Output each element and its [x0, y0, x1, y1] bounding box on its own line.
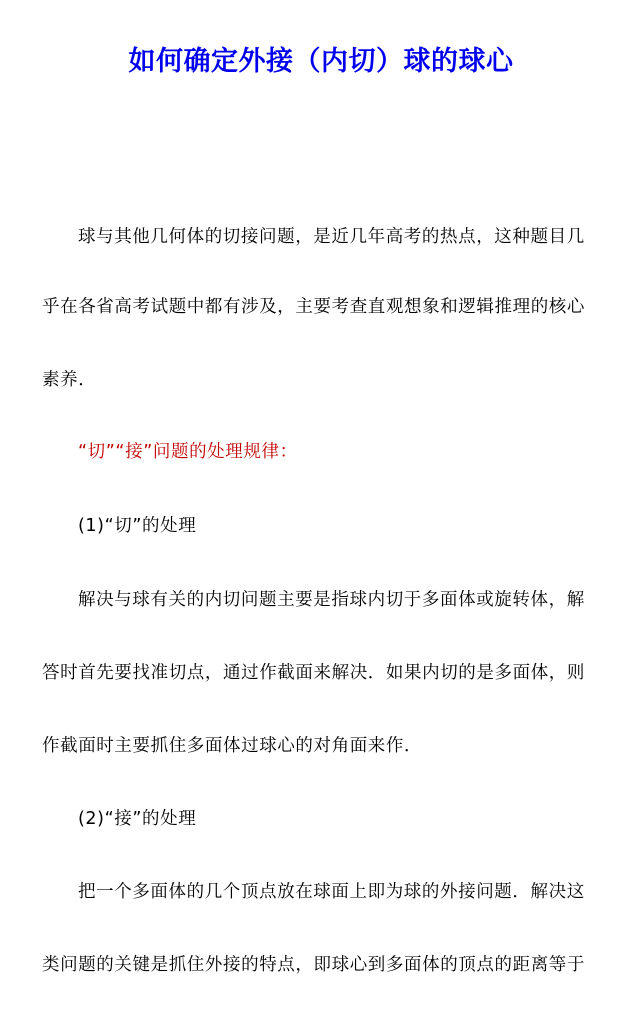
- paragraph-2-line-2: 答时首先要找准切点，通过作截面来解决．如果内切的是多面体，则: [42, 663, 585, 683]
- page-title: 如何确定外接（内切）球的球心: [128, 46, 514, 77]
- paragraph-1-line-1: 球与其他几何体的切接问题，是近几年高考的热点，这种题目几: [78, 227, 585, 247]
- section-heading: “切”“接”问题的处理规律：: [78, 442, 298, 462]
- paragraph-2-line-1: 解决与球有关的内切问题主要是指球内切于多面体或旋转体，解: [78, 590, 585, 610]
- paragraph-1-line-3: 素养．: [42, 370, 97, 390]
- subheading-cut: (1)“切”的处理: [78, 516, 197, 536]
- paragraph-2-line-3: 作截面时主要抓住多面体过球心的对角面来作．: [42, 736, 423, 756]
- paragraph-3-line-2: 类问题的关键是抓住外接的特点，即球心到多面体的顶点的距离等于: [42, 955, 585, 975]
- paragraph-3-line-1: 把一个多面体的几个顶点放在球面上即为球的外接问题．解决这: [78, 882, 585, 902]
- paragraph-1-line-2: 乎在各省高考试题中都有涉及，主要考查直观想象和逻辑推理的核心: [42, 297, 585, 317]
- subheading-connect: (2)“接”的处理: [78, 809, 197, 829]
